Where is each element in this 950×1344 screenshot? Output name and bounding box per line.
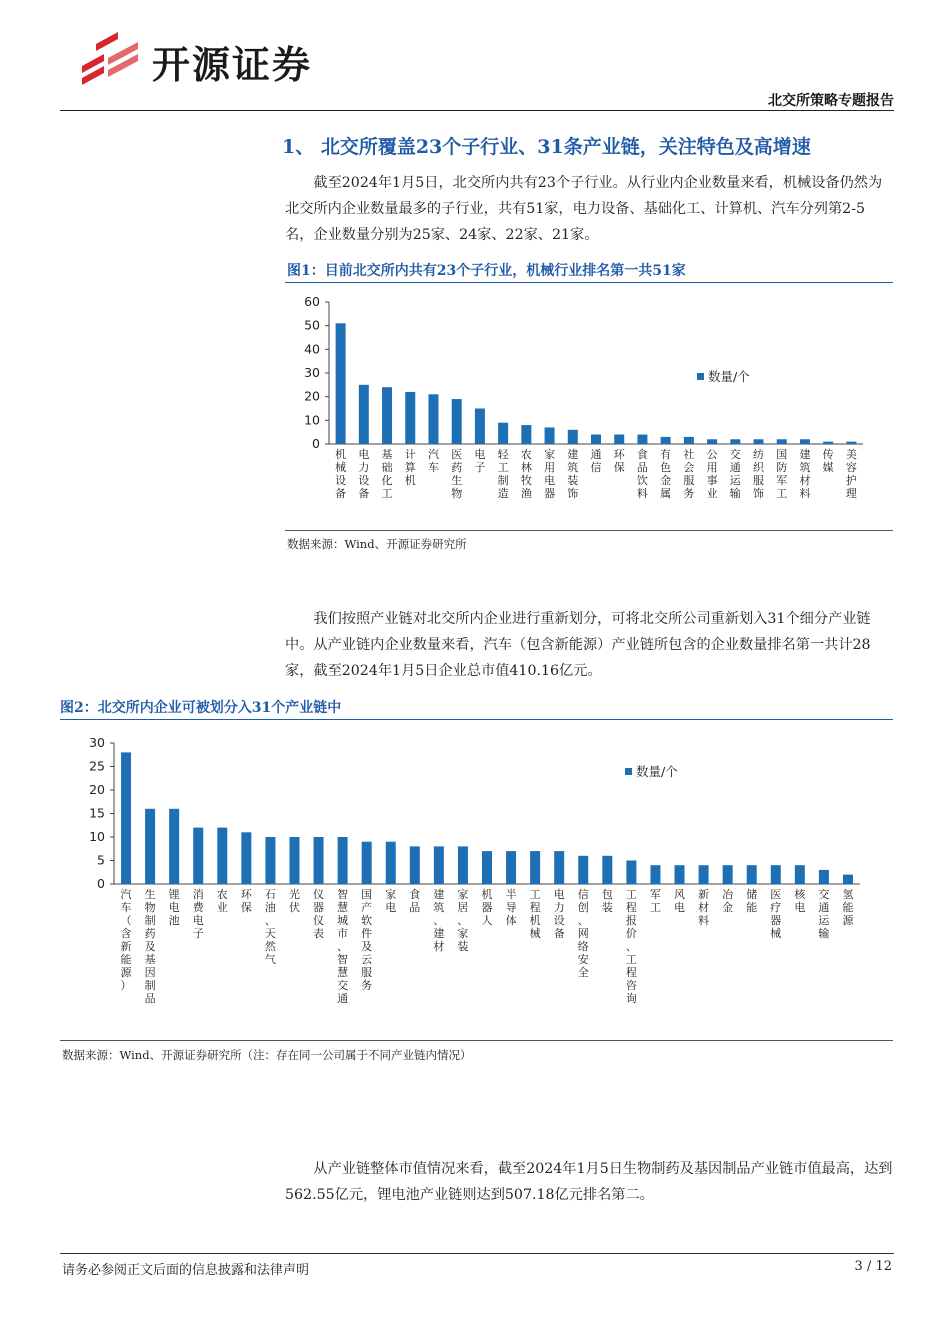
figure-1-bottom-rule: [285, 530, 893, 531]
bar: [699, 865, 709, 884]
bar: [217, 828, 227, 884]
y-tick-label: 10: [304, 412, 320, 428]
x-category-label: 家用电器: [544, 448, 556, 500]
bar: [754, 439, 764, 444]
figure-1-source: 数据来源：Wind、开源证券研究所: [287, 537, 467, 551]
x-category-label: 建筑材料: [799, 448, 811, 500]
x-category-label: 传媒: [822, 448, 834, 474]
bar: [193, 828, 203, 884]
bar: [823, 442, 833, 444]
x-category-label: 生物制药及基因制品: [144, 888, 156, 1005]
bar: [771, 865, 781, 884]
legend-swatch: [697, 373, 704, 380]
x-category-label: 机器人: [481, 888, 493, 927]
y-tick-label: 60: [304, 294, 320, 309]
x-category-label: 通信: [590, 448, 602, 474]
x-category-label: 军工: [649, 888, 661, 914]
x-category-label: 农业: [216, 888, 228, 914]
x-category-label: 建筑、建材: [433, 888, 445, 953]
legend-label: 数量/个: [708, 369, 750, 384]
bar: [362, 842, 372, 884]
bar: [338, 837, 348, 884]
header-divider: [60, 110, 894, 111]
brand-name: 开源证券: [152, 43, 313, 87]
bar: [410, 846, 420, 884]
x-category-label: 信创、网络安全: [577, 888, 589, 979]
bar: [591, 435, 601, 444]
figure-2-top-rule: [60, 719, 893, 720]
bar: [336, 323, 346, 444]
paragraph-3: [285, 1156, 893, 1208]
x-category-label: 光伏: [288, 888, 300, 914]
bar: [521, 425, 531, 444]
bar: [614, 435, 624, 444]
bar: [650, 865, 660, 884]
bar: [795, 865, 805, 884]
paragraph-1-text: 截至2024年1月5日，北交所内共有23个子行业。从行业内企业数量来看，机械设备仍然为北交所内企业数量最多的子行业，共有51家，电力设备、基础化工、计算机、汽车分列第2-5名，企业数量分别为25家、24家、22家、21家。: [285, 175, 883, 243]
x-category-label: 智慧城市、智慧交通: [337, 888, 349, 1005]
x-category-label: 核电: [794, 888, 806, 914]
x-category-label: 基础化工: [381, 448, 393, 500]
paragraph-1: [285, 170, 893, 248]
page-number: 3 / 12: [854, 1259, 892, 1274]
x-category-label: 医疗器械: [770, 888, 782, 940]
x-category-label: 轻工制造: [497, 448, 509, 500]
x-category-label: 美容护理: [845, 448, 857, 500]
bar: [684, 437, 694, 444]
x-category-label: 计算机: [404, 448, 416, 487]
x-category-label: 家居、家装: [457, 888, 469, 953]
x-category-label: 环保: [240, 888, 252, 914]
bar: [675, 865, 685, 884]
bar: [846, 442, 856, 444]
x-category-label: 家电: [385, 888, 397, 914]
bar: [777, 439, 787, 444]
x-category-label: 机械设备: [335, 448, 347, 500]
figure-2-title: 图2：北交所内企业可被划分入31个产业链中: [60, 700, 342, 716]
bar: [800, 439, 810, 444]
y-tick-label: 10: [89, 829, 105, 844]
x-category-label: 国防军工: [776, 448, 788, 500]
bar: [530, 851, 540, 884]
y-tick-label: 0: [97, 876, 105, 891]
x-category-label: 工程机械: [529, 888, 541, 940]
bar: [661, 437, 671, 444]
x-category-label: 冶金: [722, 888, 734, 914]
bar: [169, 809, 179, 884]
x-category-label: 食品: [409, 888, 421, 914]
x-category-label: 食品饮料: [636, 448, 648, 500]
figure-2-bottom-rule: [60, 1040, 893, 1041]
bar: [637, 435, 647, 444]
y-tick-label: 15: [89, 805, 105, 821]
x-category-label: 电力设备: [358, 448, 370, 500]
y-tick-label: 0: [312, 436, 320, 451]
bar: [475, 409, 485, 445]
y-tick-label: 25: [89, 758, 105, 774]
y-tick-label: 20: [304, 388, 320, 404]
x-category-label: 环保: [613, 448, 625, 474]
bar: [747, 865, 757, 884]
x-category-label: 消费电子: [192, 888, 204, 940]
x-category-label: 纺织服饰: [753, 448, 765, 500]
bar: [568, 430, 578, 444]
bar: [626, 861, 636, 885]
bar: [602, 856, 612, 884]
x-category-label: 电子: [474, 448, 486, 474]
x-category-label: 锂电池: [168, 888, 180, 927]
x-category-label: 新材料: [698, 888, 710, 927]
x-category-label: 工程报价、工程咨询: [625, 888, 637, 1005]
figure-2-source: 数据来源：Wind、开源证券研究所（注：存在同一公司属于不同产业链内情况）: [62, 1048, 472, 1062]
figure-1-top-rule: [285, 282, 893, 283]
figure-1-title: 图1：目前北交所内共有23个子行业，机械行业排名第一共51家: [287, 263, 686, 279]
bar: [554, 851, 564, 884]
y-tick-label: 5: [97, 852, 105, 868]
section-title: 1、 北交所覆盖23个子行业、31条产业链，关注特色及高增速: [282, 136, 811, 158]
bar: [434, 846, 444, 884]
bar: [359, 385, 369, 444]
bar: [730, 439, 740, 444]
footer-divider: [60, 1253, 894, 1254]
bar: [241, 832, 251, 884]
bar: [723, 865, 733, 884]
paragraph-2: [285, 606, 893, 684]
x-category-label: 农林牧渔: [520, 448, 532, 500]
x-category-label: 风电: [674, 888, 686, 914]
bar: [452, 399, 462, 444]
bar: [578, 856, 588, 884]
legend-swatch: [625, 768, 632, 775]
footer-disclaimer: 请务必参阅正文后面的信息披露和法律声明: [62, 1263, 310, 1278]
bar: [121, 752, 131, 884]
x-category-label: 公用事业: [706, 448, 718, 500]
x-category-label: 建筑装饰: [567, 448, 579, 500]
x-category-label: 汽车（含新能源）: [120, 888, 132, 992]
x-category-label: 交通运输: [818, 888, 830, 940]
x-category-label: 汽车: [427, 448, 439, 474]
bar: [545, 427, 555, 444]
x-category-label: 交通运输: [729, 448, 741, 500]
bar: [482, 851, 492, 884]
x-category-label: 包装: [601, 888, 613, 914]
y-tick-label: 20: [89, 782, 105, 797]
bar: [843, 875, 853, 884]
y-tick-label: 50: [304, 317, 320, 333]
bar: [314, 837, 324, 884]
y-tick-label: 30: [89, 735, 105, 750]
x-category-label: 社会服务: [683, 448, 695, 500]
legend-label: 数量/个: [636, 764, 678, 779]
bar: [819, 870, 829, 884]
figure-1-chart: [285, 288, 893, 528]
bar: [707, 439, 717, 444]
bar: [405, 392, 415, 444]
x-category-label: 电力设备: [553, 888, 565, 940]
bar: [265, 837, 275, 884]
x-category-label: 氢能源: [842, 888, 854, 927]
bar: [458, 846, 468, 884]
bar: [382, 387, 392, 444]
bar: [289, 837, 299, 884]
figure-2-chart: [60, 726, 893, 1038]
bar: [498, 423, 508, 444]
x-category-label: 仪器仪表: [313, 888, 325, 940]
x-category-label: 有色金属: [660, 448, 672, 500]
paragraph-2-text: 我们按照产业链对北交所内企业进行重新划分，可将北交所公司重新划入31个细分产业链中。从产业链内企业数量来看，汽车（包含新能源）产业链所包含的企业数量排名第一共计28家，截至2024年1月5日企业总市值410.16亿元。: [285, 611, 871, 679]
y-tick-label: 30: [304, 365, 320, 380]
bar: [145, 809, 155, 884]
x-category-label: 储能: [746, 888, 758, 914]
x-category-label: 医药生物: [451, 448, 463, 500]
report-type: 北交所策略专题报告: [768, 93, 894, 109]
bar: [386, 842, 396, 884]
bar: [428, 394, 438, 444]
x-category-label: 半导体: [505, 888, 517, 927]
paragraph-3-text: 从产业链整体市值情况来看，截至2024年1月5日生物制药及基因制品产业链市值最高，达到562.55亿元，锂电池产业链则达到507.18亿元排名第二。: [285, 1161, 893, 1203]
y-tick-label: 40: [304, 341, 320, 357]
x-category-label: 石油、天然气: [264, 888, 276, 966]
bar: [506, 851, 516, 884]
x-category-label: 国产软件及云服务: [361, 888, 373, 992]
